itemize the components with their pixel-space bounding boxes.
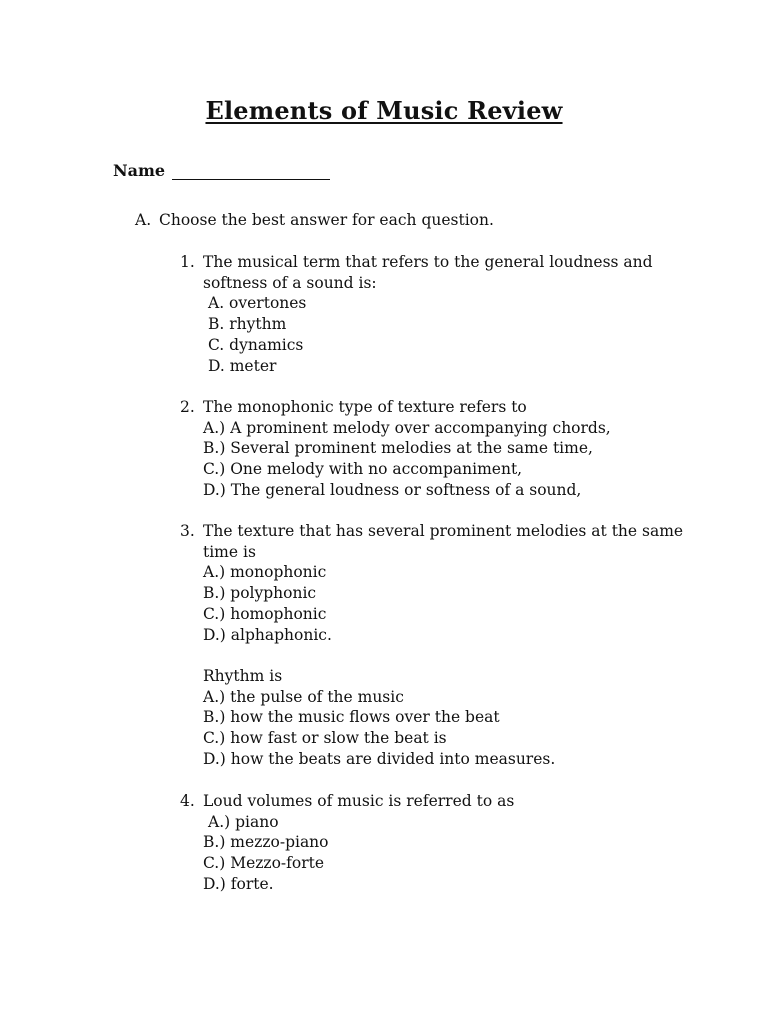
section-instruction: Choose the best answer for each question. xyxy=(159,211,494,229)
question-stem-line: The monophonic type of texture refers to xyxy=(203,398,527,416)
answer-option[interactable]: B. rhythm xyxy=(208,315,287,334)
answer-option[interactable]: B.) Several prominent melodies at the same time, xyxy=(203,439,593,458)
answer-option[interactable]: A. overtones xyxy=(208,294,307,313)
answer-option[interactable]: A.) monophonic xyxy=(203,563,327,582)
question-stem-line: The musical term that refers to the general loudness and xyxy=(203,253,653,271)
page-title: Elements of Music Review xyxy=(205,96,563,125)
answer-option[interactable]: A.) the pulse of the music xyxy=(203,687,404,706)
question-number: 3. xyxy=(180,522,195,540)
question-stem-line: time is xyxy=(203,542,256,561)
answer-option[interactable]: C.) Mezzo-forte xyxy=(203,854,325,873)
question-stem-line: Loud volumes of music is referred to as xyxy=(203,792,515,810)
answer-option[interactable]: C. dynamics xyxy=(208,335,304,354)
answer-option[interactable]: B.) mezzo-piano xyxy=(203,833,329,852)
answer-option[interactable]: C.) One melody with no accompaniment, xyxy=(203,460,523,479)
question-3 xyxy=(180,521,683,645)
answer-option[interactable]: C.) homophonic xyxy=(203,604,327,623)
question-stem-line: The texture that has several prominent melodies at the same xyxy=(203,522,684,540)
question-stem-line: Rhythm is xyxy=(203,667,283,685)
answer-option[interactable]: B.) polyphonic xyxy=(203,584,317,603)
question-1 xyxy=(180,252,653,376)
name-field-row xyxy=(113,161,330,180)
answer-option[interactable]: D.) The general loudness or softness of a sound, xyxy=(203,480,582,499)
question-stem-line: softness of a sound is: xyxy=(203,273,377,292)
answer-option[interactable]: D.) alphaphonic. xyxy=(203,625,332,644)
section-letter: A. xyxy=(135,211,152,229)
answer-option[interactable]: B.) how the music flows over the beat xyxy=(203,708,500,727)
name-blank-line[interactable] xyxy=(172,163,330,180)
question-2 xyxy=(180,397,611,501)
name-label: Name xyxy=(113,161,166,180)
question-4 xyxy=(180,791,514,895)
question-number: 2. xyxy=(180,398,195,416)
answer-option[interactable]: D.) forte. xyxy=(203,874,274,893)
section-a-heading xyxy=(135,210,494,230)
question-number: 1. xyxy=(180,253,195,271)
question-number: 4. xyxy=(180,792,195,810)
answer-option[interactable]: A.) A prominent melody over accompanying chords, xyxy=(203,418,611,437)
answer-option[interactable]: D.) how the beats are divided into measures. xyxy=(203,749,556,768)
question-rhythm xyxy=(180,666,555,770)
answer-option[interactable]: D. meter xyxy=(208,356,277,375)
answer-option[interactable]: C.) how fast or slow the beat is xyxy=(203,729,447,748)
answer-option[interactable]: A.) piano xyxy=(208,812,279,831)
